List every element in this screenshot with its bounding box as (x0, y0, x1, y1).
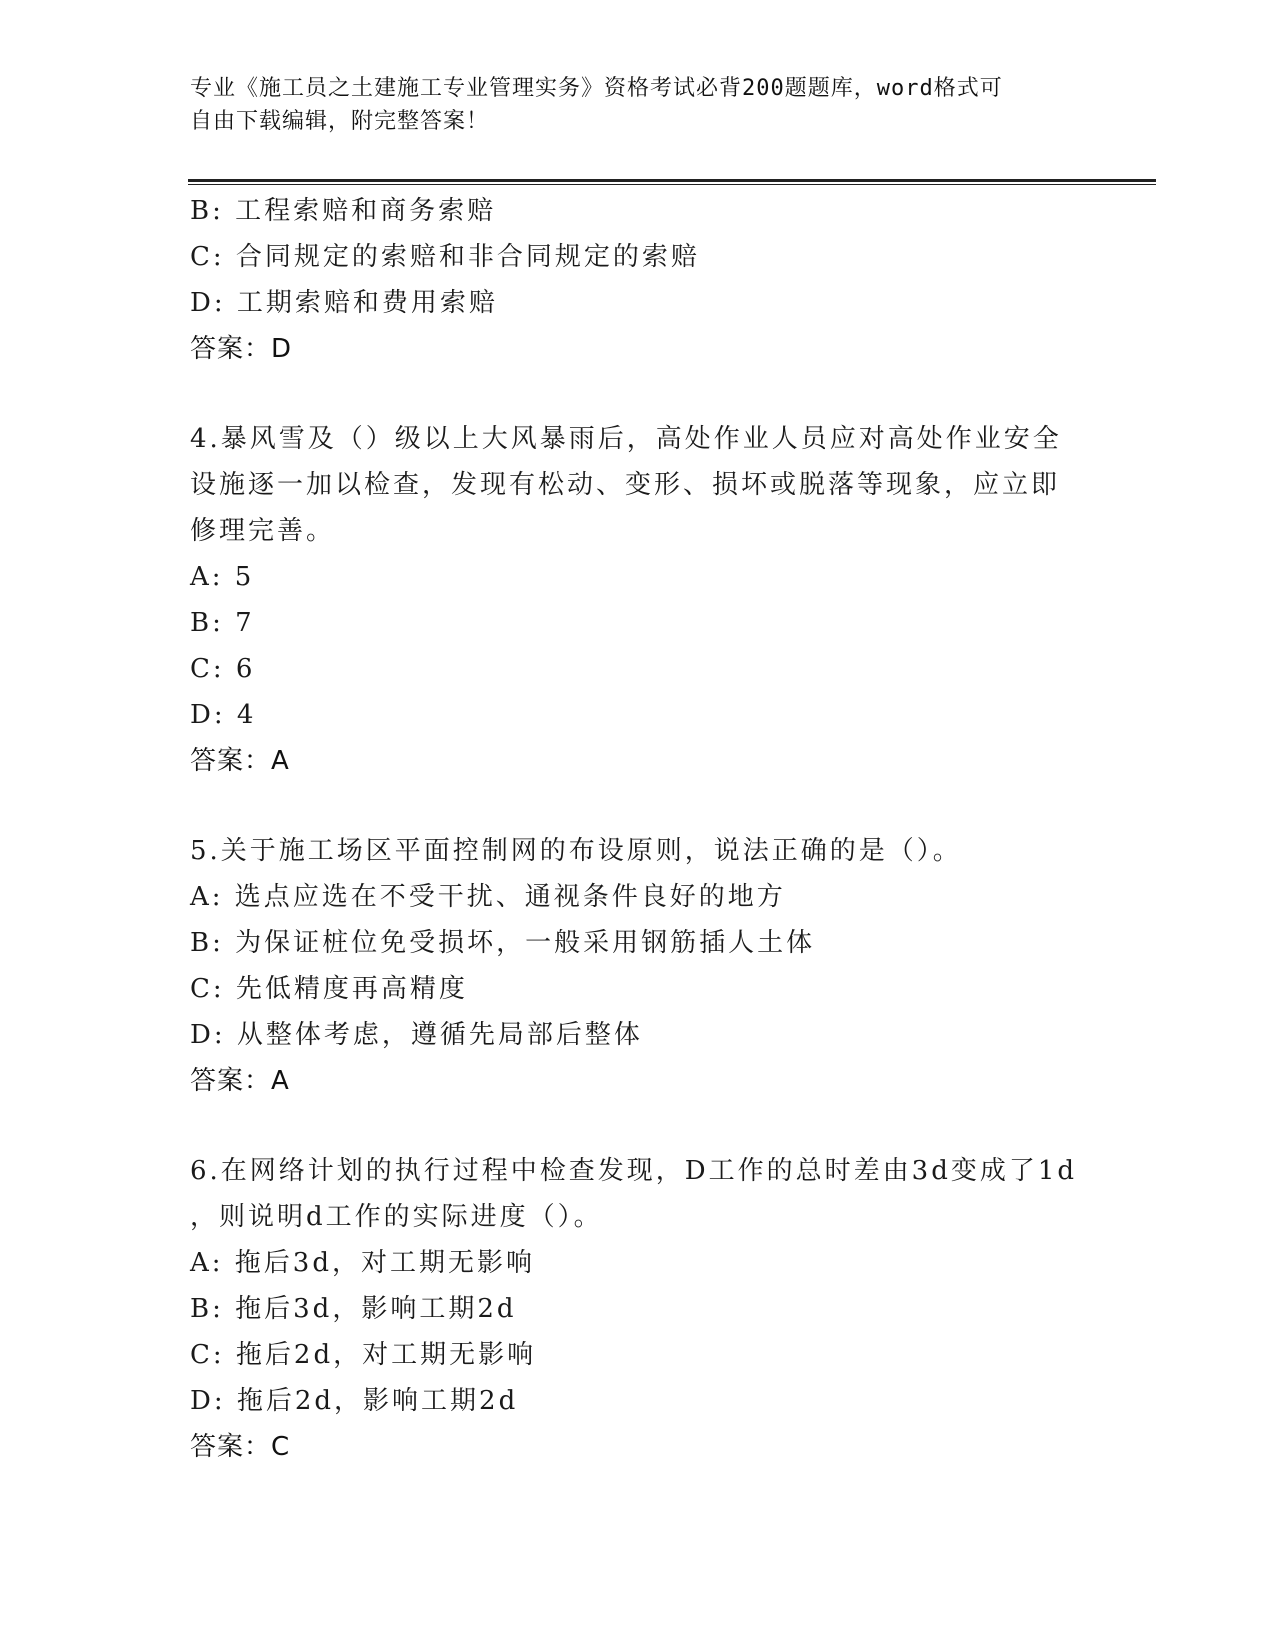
header-divider (188, 179, 1156, 185)
question-stem-line: ，则说明d工作的实际进度（）。 (190, 1202, 603, 1232)
option-d: D: 4 (190, 700, 257, 730)
question-block-6 (190, 1148, 1130, 1470)
question-block-5 (190, 828, 1130, 1104)
question-stem-line: 4.暴风雪及（）级以上大风暴雨后，高处作业人员应对高处作业安全 (190, 424, 1062, 454)
answer-line: 答案：A (190, 746, 290, 776)
option-a: A: 拖后3d，对工期无影响 (190, 1248, 535, 1278)
option-d: D: 拖后2d，影响工期2d (190, 1386, 519, 1416)
option-a: A: 选点应选在不受干扰、通视条件良好的地方 (190, 882, 786, 912)
option-c: C: 先低精度再高精度 (190, 974, 468, 1004)
document-header (190, 72, 1090, 138)
question-block-3-continued (190, 188, 1130, 372)
question-stem-line: 6.在网络计划的执行过程中检查发现，D工作的总时差由3d变成了1d (190, 1156, 1078, 1186)
question-stem-line: 修理完善。 (190, 516, 336, 546)
question-list (190, 188, 1130, 1470)
header-divider-thin (188, 184, 1156, 185)
option-c: C: 拖后2d，对工期无影响 (190, 1340, 537, 1370)
option-b: B: 拖后3d，影响工期2d (190, 1294, 517, 1324)
answer-line: 答案：C (190, 1432, 291, 1462)
answer-line: 答案：A (190, 1066, 290, 1096)
question-stem-line: 设施逐一加以检查，发现有松动、变形、损坏或脱落等现象，应立即 (190, 470, 1061, 500)
spacer (190, 1104, 1130, 1148)
option-c: C: 合同规定的索赔和非合同规定的索赔 (190, 242, 700, 272)
answer-line: 答案：D (190, 334, 293, 364)
spacer (190, 784, 1130, 828)
option-b: B: 7 (190, 608, 255, 638)
header-title-line-2: 自由下载编辑，附完整答案！ (190, 109, 490, 134)
header-divider-thick (188, 179, 1156, 182)
option-b: B: 为保证桩位免受损坏，一般采用钢筋插人土体 (190, 928, 816, 958)
header-title-line-1: 专业《施工员之土建施工专业管理实务》资格考试必背200题题库，word格式可 (190, 76, 1003, 101)
option-d: D: 工期索赔和费用索赔 (190, 288, 498, 318)
option-c: C: 6 (190, 654, 256, 684)
option-d: D: 从整体考虑，遵循先局部后整体 (190, 1020, 643, 1050)
question-block-4 (190, 416, 1130, 784)
question-stem-line: 5.关于施工场区平面控制网的布设原则，说法正确的是（）。 (190, 836, 962, 866)
spacer (190, 372, 1130, 416)
option-a: A: 5 (190, 562, 255, 592)
option-b: B: 工程索赔和商务索赔 (190, 196, 497, 226)
